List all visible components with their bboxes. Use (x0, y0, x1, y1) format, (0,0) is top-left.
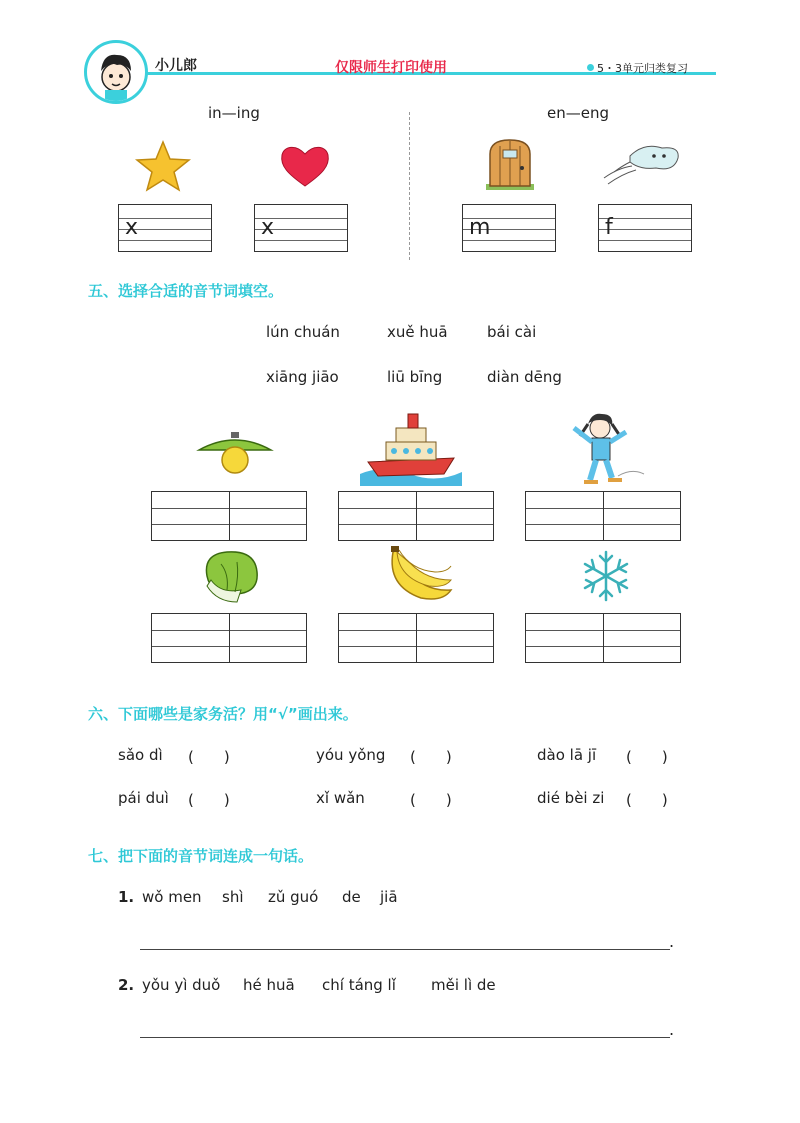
four-line-box[interactable] (254, 204, 348, 252)
question-number: 2. (118, 976, 135, 994)
box-letter: m (469, 215, 491, 240)
answer-grid[interactable] (151, 613, 307, 663)
skating-girl-icon (562, 406, 646, 494)
divider (409, 112, 410, 260)
answer-parentheses[interactable]: ( ) (626, 748, 668, 766)
answer-line[interactable] (140, 949, 670, 950)
banana-icon (385, 546, 455, 610)
section-6-title: 六、下面哪些是家务活？用“√”画出来。 (88, 705, 358, 723)
answer-grid[interactable] (525, 613, 681, 663)
syllable-word: měi lì de (431, 976, 496, 994)
star-icon (134, 140, 192, 196)
heart-icon (278, 142, 332, 192)
word-option: bái cài (487, 323, 537, 341)
four-line-box[interactable] (118, 204, 212, 252)
wind-icon (600, 138, 686, 192)
answer-grid[interactable] (338, 613, 494, 663)
four-line-box[interactable] (462, 204, 556, 252)
answer-parentheses[interactable]: ( ) (188, 748, 230, 766)
period-mark: . (669, 1020, 675, 1039)
four-line-box[interactable] (598, 204, 692, 252)
answer-parentheses[interactable]: ( ) (626, 791, 668, 809)
period-mark: . (669, 932, 675, 951)
boy-logo-icon (84, 40, 148, 104)
word-option: diàn dēng (487, 368, 562, 386)
ship-icon (358, 408, 464, 490)
box-letter: x (261, 215, 275, 240)
answer-parentheses[interactable]: ( ) (410, 791, 452, 809)
pair-label-in-ing: in—ing (208, 104, 260, 122)
syllable-word: jiā (380, 888, 398, 906)
box-letter: x (125, 215, 139, 240)
word-option: xuě huā (387, 323, 448, 341)
chore-item: dié bèi zi (537, 789, 605, 807)
question-number: 1. (118, 888, 135, 906)
word-option: lún chuán (266, 323, 340, 341)
bullet-dot-icon (587, 64, 594, 71)
unit-label: 5・3单元归类复习 (597, 62, 688, 75)
answer-grid[interactable] (525, 491, 681, 541)
syllable-word: zǔ guó (268, 888, 319, 906)
answer-parentheses[interactable]: ( ) (410, 748, 452, 766)
chore-item: yóu yǒng (316, 746, 386, 764)
section-7-title: 七、把下面的音节词连成一句话。 (88, 847, 314, 865)
snowflake-icon (580, 550, 632, 606)
syllable-word: de (342, 888, 361, 906)
syllable-word: wǒ men (142, 888, 202, 906)
lamp-icon (195, 428, 275, 484)
answer-grid[interactable] (151, 491, 307, 541)
print-notice: 仅限师生打印使用 (335, 60, 447, 76)
chore-item: dào lā jī (537, 746, 597, 764)
word-option: xiāng jiāo (266, 368, 339, 386)
chore-item: pái duì (118, 789, 169, 807)
cabbage-icon (197, 546, 263, 610)
chore-item: sǎo dì (118, 746, 163, 764)
syllable-word: shì (222, 888, 244, 906)
chore-item: xǐ wǎn (316, 789, 365, 807)
section-5-title: 五、选择合适的音节词填空。 (88, 282, 284, 300)
word-option: liū bīng (387, 368, 443, 386)
syllable-word: hé huā (243, 976, 295, 994)
syllable-word: yǒu yì duǒ (142, 976, 221, 994)
pair-label-en-eng: en—eng (547, 104, 609, 122)
box-letter: f (605, 215, 613, 240)
answer-line[interactable] (140, 1037, 670, 1038)
syllable-word: chí táng lǐ (322, 976, 396, 994)
brand-name: 小儿郎 (155, 58, 197, 74)
answer-grid[interactable] (338, 491, 494, 541)
door-icon (482, 136, 538, 196)
answer-parentheses[interactable]: ( ) (188, 791, 230, 809)
